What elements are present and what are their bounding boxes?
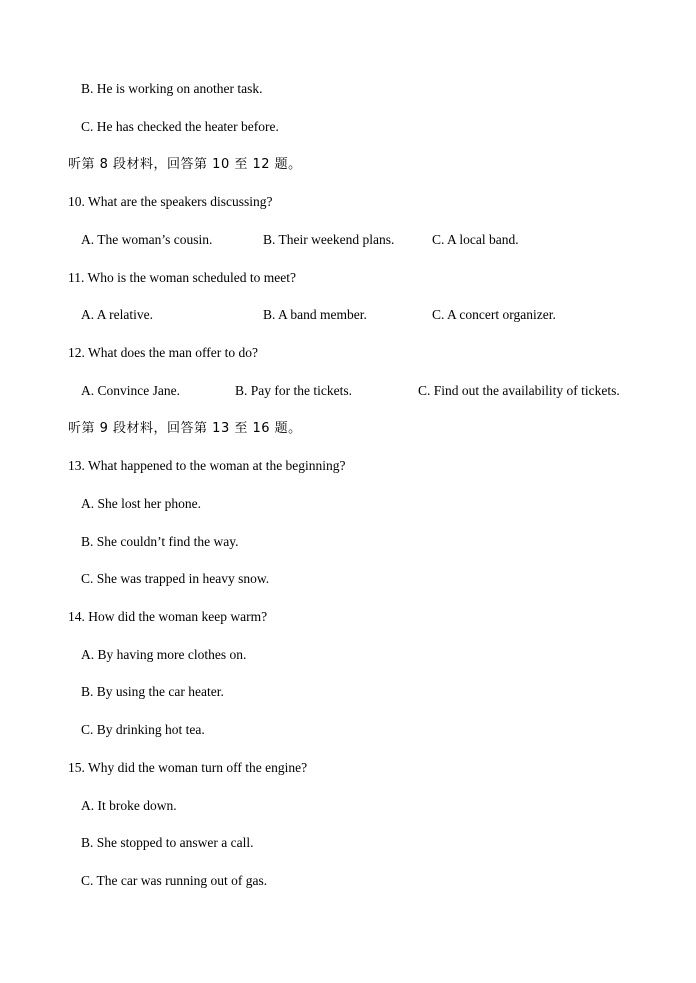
question-14: 14. How did the woman keep warm? xyxy=(68,609,268,624)
option-13b: B. She couldn’t find the way. xyxy=(81,534,239,549)
option-10a: A. The woman’s cousin. xyxy=(81,232,213,247)
question-12: 12. What does the man offer to do? xyxy=(68,345,258,360)
option-11b: B. A band member. xyxy=(263,307,367,322)
option-12b: B. Pay for the tickets. xyxy=(235,383,352,398)
option-15c: C. The car was running out of gas. xyxy=(81,873,268,888)
option-13c: C. She was trapped in heavy snow. xyxy=(81,571,270,586)
option-9b: B. He is working on another task. xyxy=(81,81,263,96)
option-11a: A. A relative. xyxy=(81,307,153,322)
question-13: 13. What happened to the woman at the beginning? xyxy=(68,458,346,473)
option-15b: B. She stopped to answer a call. xyxy=(81,835,254,850)
question-15: 15. Why did the woman turn off the engine? xyxy=(68,760,308,775)
option-13a: A. She lost her phone. xyxy=(81,496,201,511)
option-14a: A. By having more clothes on. xyxy=(81,647,247,662)
question-11: 11. Who is the woman scheduled to meet? xyxy=(68,270,296,285)
option-10b: B. Their weekend plans. xyxy=(263,232,395,247)
option-14b: B. By using the car heater. xyxy=(81,684,224,699)
option-11c: C. A concert organizer. xyxy=(432,307,556,322)
section-instruction-9: 听第 9 段材料，回答第 13 至 16 题。 xyxy=(68,421,302,436)
option-12a: A. Convince Jane. xyxy=(81,383,180,398)
section-instruction-8: 听第 8 段材料，回答第 10 至 12 题。 xyxy=(68,157,302,172)
option-10c: C. A local band. xyxy=(432,232,519,247)
option-12c: C. Find out the availability of tickets. xyxy=(418,383,620,398)
option-9c: C. He has checked the heater before. xyxy=(81,119,279,134)
option-15a: A. It broke down. xyxy=(81,798,177,813)
option-14c: C. By drinking hot tea. xyxy=(81,722,205,737)
question-10: 10. What are the speakers discussing? xyxy=(68,194,273,209)
